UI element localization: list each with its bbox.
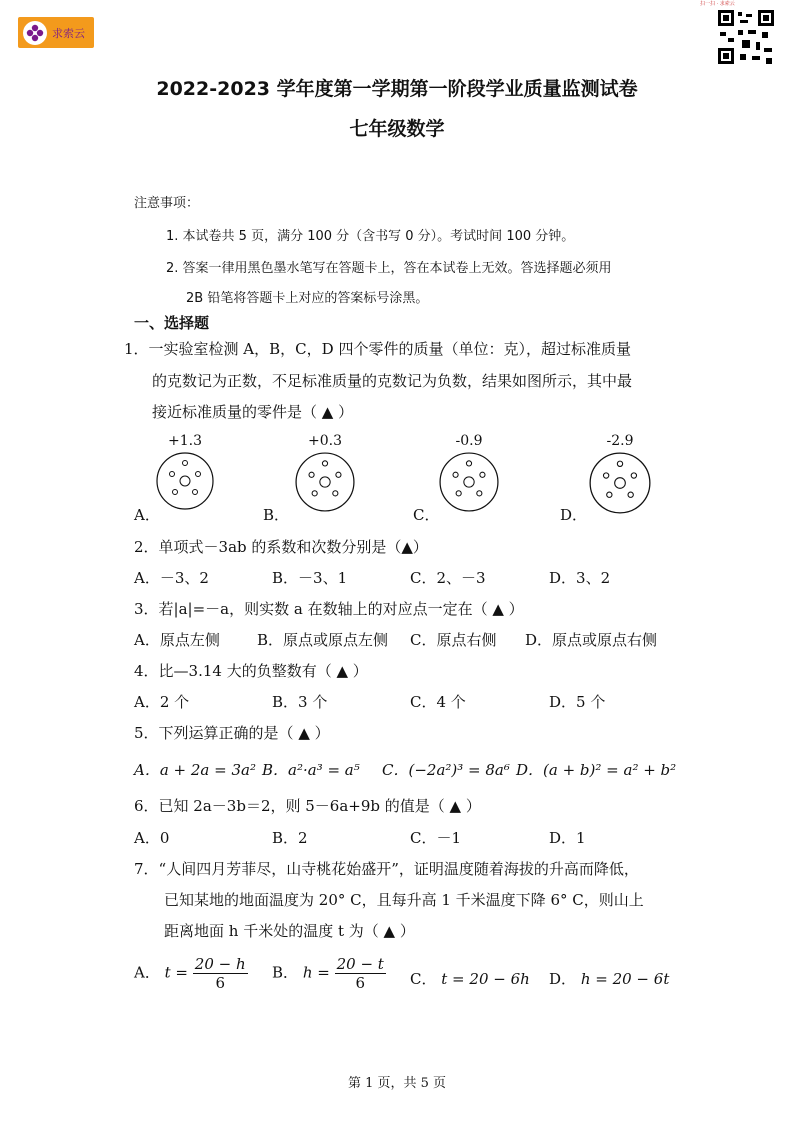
part-c (438, 433, 500, 517)
part-value: -0.9 (455, 433, 483, 449)
formula-lhs: t = (164, 963, 188, 982)
option-a: A．0 (134, 829, 170, 847)
option-label: D． (549, 970, 577, 988)
option-a: A．a + 2a = 3a² (134, 761, 256, 779)
question-6: 6．已知 2a－3b＝2，则 5－6a+9b 的值是（ ▲ ） (134, 797, 481, 815)
page-footer: 第 1 页，共 5 页 (347, 1076, 447, 1091)
option-c: C．4 个 (410, 693, 466, 711)
note-item: 2B 铅笔将答题卡上对应的答案标号涂黑。 (186, 291, 429, 306)
option-b: B．－3、1 (272, 569, 348, 587)
formula: t = 20 − 6h (441, 970, 530, 988)
part-b (294, 433, 356, 517)
question-4: 4．比—3.14 大的负整数有（ ▲ ） (134, 662, 368, 680)
logo-text: 求索云 (52, 27, 85, 40)
option-b: B．2 (272, 829, 308, 847)
qr-caption: 扫一扫 · 求索云 (700, 1, 735, 7)
numerator: 20 − t (336, 955, 384, 973)
option-b (272, 955, 386, 992)
part-diagram-icon (294, 451, 356, 513)
note-item: 2. 答案一律用黑色墨水笔写在答题卡上，答在本试卷上无效。答选择题必须用 (166, 261, 612, 276)
question-2: 2．单项式－3ab 的系数和次数分别是（▲） (134, 538, 428, 556)
part-diagram-icon (588, 451, 652, 515)
part-value: +0.3 (308, 433, 342, 449)
option-b: B．3 个 (272, 693, 328, 711)
part-diagram-icon (438, 451, 500, 513)
formula: h = 20 − 6t (580, 970, 670, 988)
denominator: 6 (215, 974, 225, 992)
option-d (549, 968, 669, 989)
logo (18, 17, 94, 48)
option-a: A．－3、2 (134, 569, 209, 587)
option-label: C． (410, 970, 437, 988)
page-title: 2022-2023 学年度第一学期第一阶段学业质量监测试卷 (156, 78, 638, 100)
question-3: 3．若|a|=－a，则实数 a 在数轴上的对应点一定在（ ▲ ） (134, 600, 524, 618)
option-c: C．(−2a²)³ = 8a⁶ (382, 761, 510, 779)
option-c: C．原点右侧 (410, 631, 497, 649)
option-label: A． (134, 963, 160, 982)
option-a (134, 955, 248, 992)
part-d (588, 433, 652, 519)
option-d: D．3、2 (549, 569, 611, 587)
question-7-line: 已知某地的地面温度为 20° C，且每升高 1 千米温度下降 6° C，则山上 (164, 891, 644, 909)
option-a: A．原点左侧 (134, 631, 220, 649)
question-5: 5．下列运算正确的是（ ▲ ） (134, 724, 330, 742)
option-c: C． (413, 506, 440, 524)
numerator: 20 − h (194, 955, 246, 973)
qr-code-icon (716, 8, 776, 66)
option-d: D．5 个 (549, 693, 606, 711)
part-value: -2.9 (606, 433, 634, 449)
fraction (335, 955, 386, 992)
notes-heading: 注意事项： (134, 196, 200, 211)
option-b: B．a²·a³ = a⁵ (262, 761, 360, 779)
section-heading: 一、选择题 (134, 314, 210, 332)
logo-icon (23, 21, 47, 45)
question-7-line: 7．“人间四月芳菲尽，山寺桃花始盛开”，证明温度随着海拔的升高而降低， (134, 860, 639, 878)
option-b: B． (263, 506, 290, 524)
fraction (193, 955, 248, 992)
option-b: B．原点或原点左侧 (257, 631, 389, 649)
option-d: D． (560, 506, 588, 524)
question-1-line: 接近标准质量的零件是（ ▲ ） (152, 403, 354, 421)
page-subtitle: 七年级数学 (349, 118, 445, 140)
part-a (155, 433, 215, 515)
denominator: 6 (355, 974, 365, 992)
option-c: C．－1 (410, 829, 462, 847)
part-value: +1.3 (168, 433, 202, 449)
question-7-line: 距离地面 h 千米处的温度 t 为（ ▲ ） (164, 922, 415, 940)
option-a: A．2 个 (134, 693, 190, 711)
option-a: A． (134, 506, 160, 524)
option-d: D．1 (549, 829, 586, 847)
formula-lhs: h = (302, 963, 330, 982)
question-1-line: 1．一实验室检测 A，B，C，D 四个零件的质量（单位：克），超过标准质量 (124, 340, 631, 358)
option-d: D．(a + b)² = a² + b² (516, 761, 677, 779)
option-c (410, 968, 530, 989)
note-item: 1. 本试卷共 5 页，满分 100 分（含书写 0 分）。考试时间 100 分钟。 (166, 229, 575, 244)
part-diagram-icon (155, 451, 215, 511)
option-label: B． (272, 963, 299, 982)
question-1-line: 的克数记为正数，不足标准质量的克数记为负数，结果如图所示，其中最 (152, 372, 633, 390)
option-d: D．原点或原点右侧 (525, 631, 658, 649)
option-c: C．2、－3 (410, 569, 486, 587)
